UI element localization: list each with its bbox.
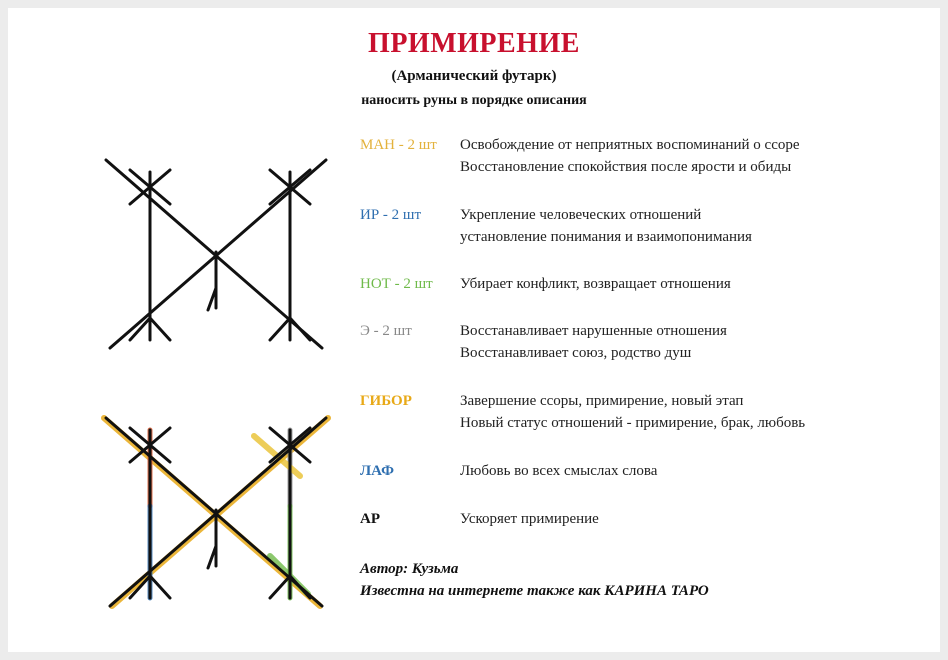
rune-name-not: НОТ - 2 шт xyxy=(360,276,433,292)
rune-name-ir: ИР - 2 шт xyxy=(360,207,422,223)
rune-desc-not xyxy=(460,273,920,295)
rune-desc-ir xyxy=(460,204,920,248)
page xyxy=(8,8,940,652)
desc-line: Укрепление человеческих отношений xyxy=(460,207,702,223)
rune-name-laf: ЛАФ xyxy=(360,463,394,479)
desc-line: Ускоряет примирение xyxy=(460,511,599,527)
desc-line: установление понимания и взаимопонимания xyxy=(460,229,752,245)
author-block xyxy=(360,558,709,602)
page-title: ПРИМИРЕНИЕ xyxy=(368,28,580,59)
stave-black-icon xyxy=(94,148,344,358)
desc-line: Восстанавливает нарушенные отношения xyxy=(460,323,727,339)
rune-desc-laf xyxy=(460,460,920,482)
rune-desc-gibor xyxy=(460,390,920,434)
rune-name-ar: АР xyxy=(360,511,380,527)
desc-line: Убирает конфликт, возвращает отношения xyxy=(460,276,731,292)
known-as-line: Известна на интернете также как КАРИНА ТАРО xyxy=(360,583,709,599)
desc-line: Новый статус отношений - примирение, брак, любовь xyxy=(460,415,806,431)
desc-line: Освобождение от неприятных воспоминаний о ссоре xyxy=(460,137,800,153)
instruction: наносить руны в порядке описания xyxy=(361,93,587,108)
rune-name-man: МАН - 2 шт xyxy=(360,137,437,153)
rune-name-gibor: ГИБОР xyxy=(360,393,412,409)
rune-desc-e xyxy=(460,320,920,364)
subtitle: (Арманический футарк) xyxy=(391,68,557,84)
desc-line: Любовь во всех смыслах слова xyxy=(460,463,658,479)
rune-desc-man xyxy=(460,134,920,178)
desc-line: Восстанавливает союз, родство душ xyxy=(460,345,692,361)
stave-colored-icon xyxy=(94,406,344,616)
desc-line: Восстановление спокойствия после ярости и обиды xyxy=(460,159,792,175)
rune-desc-ar xyxy=(460,508,920,530)
rune-name-e: Э - 2 шт xyxy=(360,323,412,339)
author-line: Автор: Кузьма xyxy=(360,561,459,577)
desc-line: Завершение ссоры, примирение, новый этап xyxy=(460,393,744,409)
